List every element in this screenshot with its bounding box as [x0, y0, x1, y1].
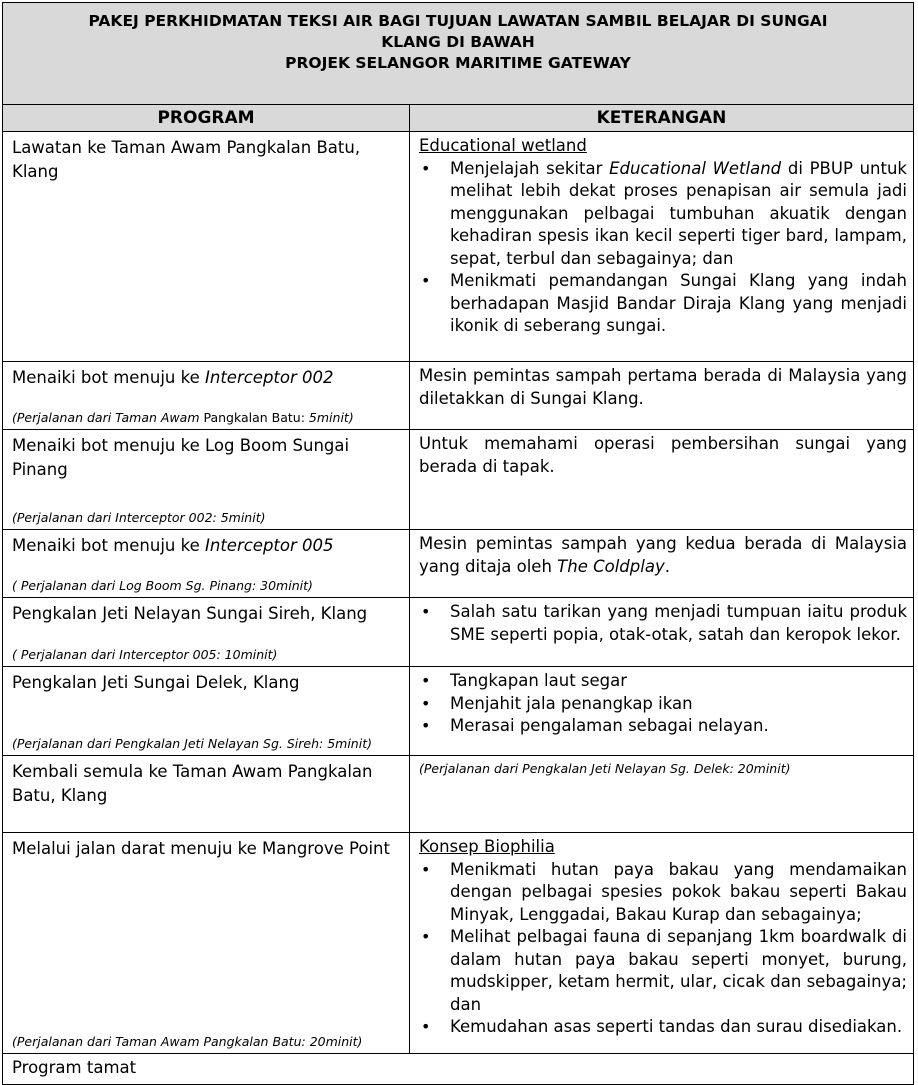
list-item: • Tangkapan laut segar	[419, 670, 907, 693]
travel-note: ( Perjalanan dari Log Boom Sg. Pinang: 30minit)	[12, 578, 313, 593]
program-end: Program tamat	[3, 1054, 914, 1085]
header-keterangan: KETERANGAN	[410, 105, 914, 132]
bullet-icon: •	[421, 158, 431, 178]
description-cell	[410, 132, 914, 362]
description-cell	[410, 667, 914, 756]
travel-note: (Perjalanan dari Taman Awam Pangkalan Batu: 20minit)	[12, 1034, 363, 1049]
table-row	[3, 430, 914, 530]
bullet-icon: •	[421, 927, 431, 946]
program-text: Menaiki bot menuju ke Interceptor 002	[12, 368, 334, 387]
bullet-icon: •	[421, 271, 431, 290]
bullet-list	[419, 670, 907, 738]
bullet-icon: •	[421, 602, 431, 621]
list-item: • Salah satu tarikan yang menjadi tumpuan iaitu produk SME seperti popia, otak-otak, satah dan keropok lekor.	[421, 602, 907, 644]
bullet-icon: •	[421, 716, 431, 735]
bullet-icon: •	[421, 1017, 431, 1036]
list-item: • Menikmati pemandangan Sungai Klang yang indah berhadapan Masjid Bandar Diraja Klang yang menjadi ikonik di seberang sungai.	[421, 271, 907, 335]
travel-note: (Perjalanan dari Taman Awam Pangkalan Batu: 5minit)	[12, 410, 354, 425]
program-text: Pengkalan Jeti Sungai Delek, Klang	[12, 673, 300, 692]
description-cell	[410, 756, 914, 833]
list-item: • Menikmati hutan paya bakau yang mendamaikan dengan pelbagai spesies pokok bakau seperti Bakau Minyak, Lenggadai, Bakau Kurap dan sebagainya;	[421, 859, 907, 924]
travel-note: (Perjalanan dari Pengkalan Jeti Nelayan Sg. Sireh: 5minit)	[12, 736, 372, 751]
program-table	[2, 2, 914, 1085]
table-row	[3, 756, 914, 833]
table-row	[3, 833, 914, 1054]
travel-note: ( Perjalanan dari Interceptor 005: 10minit)	[12, 647, 278, 662]
travel-note: (Perjalanan dari Interceptor 002: 5minit)	[12, 510, 266, 525]
title-line-2: KLANG DI BAWAH	[381, 33, 535, 51]
program-text: Melalui jalan darat menuju ke Mangrove Point	[12, 839, 390, 858]
program-text: Lawatan ke Taman Awam Pangkalan Batu, Klang	[12, 138, 361, 181]
description-cell: Untuk memahami operasi pembersihan sungai yang berada di tapak.	[410, 430, 914, 530]
description-cell	[410, 598, 914, 667]
description-cell: Mesin pemintas sampah yang kedua berada di Malaysia yang ditaja oleh The Coldplay.	[410, 530, 914, 598]
table-row	[3, 598, 914, 667]
bullet-icon: •	[421, 859, 431, 879]
section-heading: Konsep Biophilia	[419, 837, 555, 856]
section-heading: Educational wetland	[419, 136, 587, 155]
title-line-1: PAKEJ PERKHIDMATAN TEKSI AIR BAGI TUJUAN LAWATAN SAMBIL BELAJAR DI SUNGAI	[88, 12, 828, 30]
program-text: Pengkalan Jeti Nelayan Sungai Sireh, Klang	[12, 604, 368, 623]
table-row	[3, 667, 914, 756]
table-row	[3, 132, 914, 362]
program-text: Menaiki bot menuju ke Interceptor 005	[12, 536, 334, 555]
table-row	[3, 530, 914, 598]
list-item: • Merasai pengalaman sebagai nelayan.	[419, 715, 907, 738]
description-cell: Mesin pemintas sampah pertama berada di Malaysia yang diletakkan di Sungai Klang.	[410, 362, 914, 430]
bullet-list	[419, 158, 907, 338]
table-row	[3, 1054, 914, 1085]
list-item: • Kemudahan asas seperti tandas dan surau disediakan.	[419, 1016, 907, 1039]
table-title	[3, 3, 914, 105]
bullet-list	[419, 601, 907, 646]
list-item: • Menjahit jala penangkap ikan	[419, 693, 907, 716]
list-item: • Melihat pelbagai fauna di sepanjang 1km boardwalk di dalam hutan paya bakau seperti monyet, burung, mudskipper, ketam hermit, ular, cicak dan sebagainya; dan	[421, 927, 907, 1014]
program-text: Menaiki bot menuju ke Log Boom Sungai Pinang	[12, 436, 350, 479]
header-program: PROGRAM	[3, 105, 410, 132]
table-row	[3, 362, 914, 430]
bullet-icon: •	[421, 671, 431, 690]
description-cell	[410, 833, 914, 1054]
travel-note: (Perjalanan dari Pengkalan Jeti Nelayan Sg. Delek: 20minit)	[419, 761, 791, 776]
bullet-icon: •	[421, 693, 431, 713]
title-line-3: PROJEK SELANGOR MARITIME GATEWAY	[285, 54, 631, 72]
program-text: Kembali semula ke Taman Awam Pangkalan Batu, Klang	[12, 762, 373, 805]
bullet-list	[419, 859, 907, 1039]
list-item: • Menjelajah sekitar Educational Wetland di PBUP untuk melihat lebih dekat proses penapisan air semula jadi menggunakan pelbagai tumbuhan akuatik dengan kehadiran spesis ikan kecil seperti tiger bard, lampam, sepat, terbul dan sebagainya; dan	[421, 158, 907, 268]
